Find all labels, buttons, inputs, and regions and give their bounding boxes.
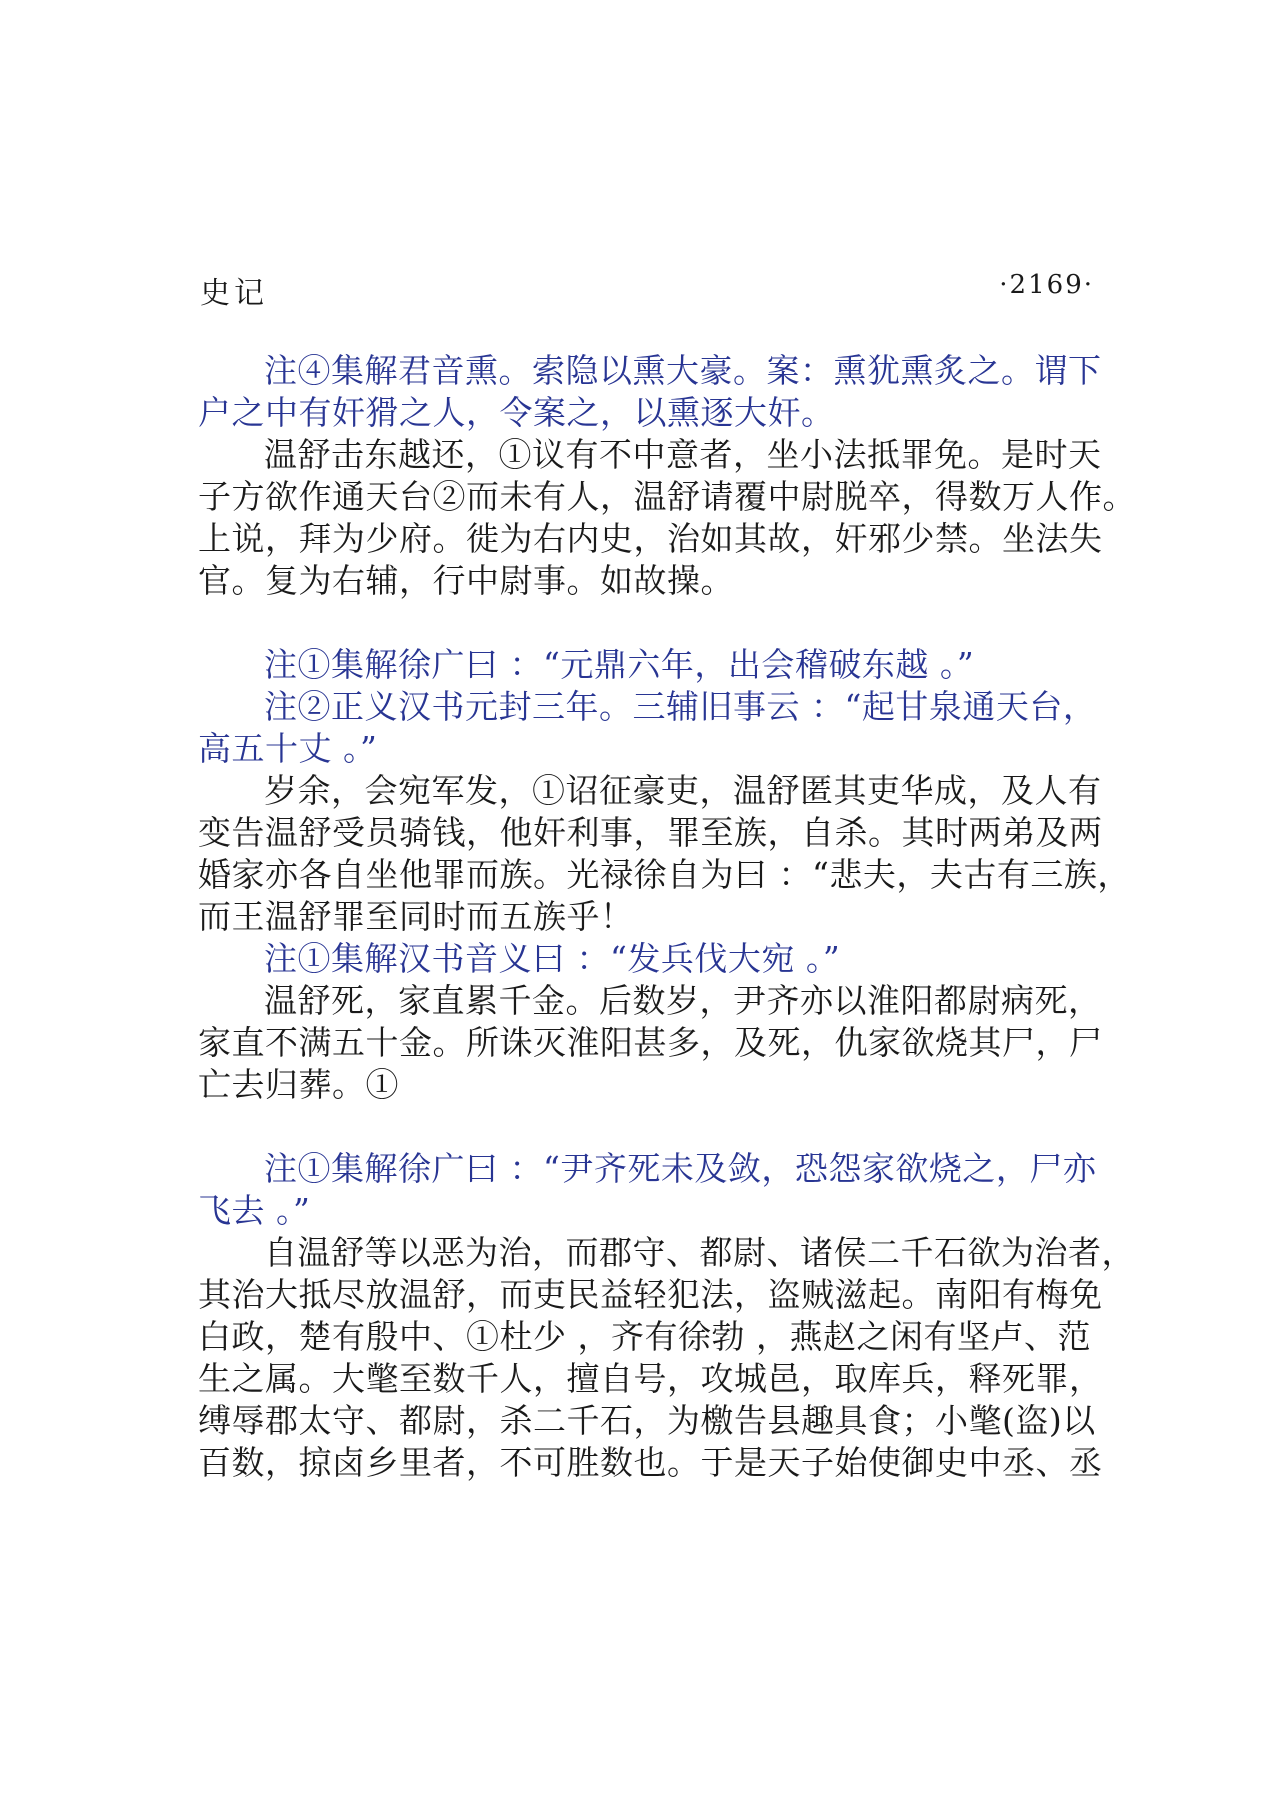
annotation-line: 注①集解徐广曰 ：“尹齐死未及敛，恐怨家欲烧之，尸亦 xyxy=(264,1149,1097,1188)
text-line: 家直不满五十金。所诛灭淮阳甚多，及死，仇家欲烧其尸，尸 xyxy=(198,1023,1103,1062)
page-content xyxy=(198,350,1136,1484)
annotation-line: 注④集解君音熏。索隐以熏大豪。案：熏犹熏炙之。谓下 xyxy=(264,351,1102,390)
page-number: ·2169· xyxy=(999,270,1094,300)
text-line: 温舒死，家直累千金。后数岁，尹齐亦以淮阳都尉病死， xyxy=(264,981,1102,1020)
text-line: 白政，楚有殷中、①杜少 ，齐有徐勃 ，燕赵之闲有坚卢、范 xyxy=(198,1317,1091,1356)
text-line: 而王温舒罪至同时而五族乎！ xyxy=(198,897,634,936)
paragraph-gap xyxy=(198,602,1100,644)
text-line: 亡去归葬。① xyxy=(198,1065,399,1104)
text-line: 温舒击东越还，①议有不中意者，坐小法抵罪免。是时天 xyxy=(264,435,1102,474)
annotation-line: 户之中有奸猾之人，令案之，以熏逐大奸。 xyxy=(198,393,835,432)
page-header xyxy=(200,268,1094,311)
text-line: 子方欲作通天台②而未有人，温舒请覆中尉脱卒，得数万人作。 xyxy=(198,477,1136,516)
text-line: 自温舒等以恶为治，而郡守、都尉、诸侯二千石欲为治者， xyxy=(264,1233,1135,1272)
annotation-line: 高五十丈 。” xyxy=(198,729,378,768)
annotation-line: 注①集解汉书音义曰 ：“发兵伐大宛 。” xyxy=(264,939,841,978)
text-line: 其治大抵尽放温舒，而吏民益轻犯法，盗贼滋起。南阳有梅免 xyxy=(198,1275,1103,1314)
text-line: 百数，掠卤乡里者，不可胜数也。于是天子始使御史中丞、丞 xyxy=(198,1443,1103,1482)
paragraph-gap xyxy=(198,1106,1100,1148)
text-line: 缚辱郡太守、都尉，杀二千石，为檄告县趣具食；小氅(盗)以 xyxy=(198,1401,1096,1440)
book-title: 史记 xyxy=(200,276,268,311)
text-line: 上说，拜为少府。徙为右内史，治如其故，奸邪少禁。坐法失 xyxy=(198,519,1103,558)
text-line: 岁余，会宛军发，①诏征豪吏，温舒匿其吏华成，及人有 xyxy=(264,771,1102,810)
text-line: 变告温舒受员骑钱，他奸利事，罪至族，自杀。其时两弟及两 xyxy=(198,813,1103,852)
annotation-line: 注①集解徐广曰 ：“元鼎六年，出会稽破东越 。” xyxy=(264,645,975,684)
text-line: 婚家亦各自坐他罪而族。光禄徐自为曰 ：“悲夫，夫古有三族， xyxy=(198,855,1131,894)
text-line: 官。复为右辅，行中尉事。如故操。 xyxy=(198,561,734,600)
text-line: 生之属。大氅至数千人，擅自号，攻城邑，取库兵，释死罪， xyxy=(198,1359,1103,1398)
annotation-line: 注②正义汉书元封三年。三辅旧事云 ：“起甘泉通天台， xyxy=(264,687,1097,726)
annotation-line: 飞去 。” xyxy=(198,1191,311,1230)
